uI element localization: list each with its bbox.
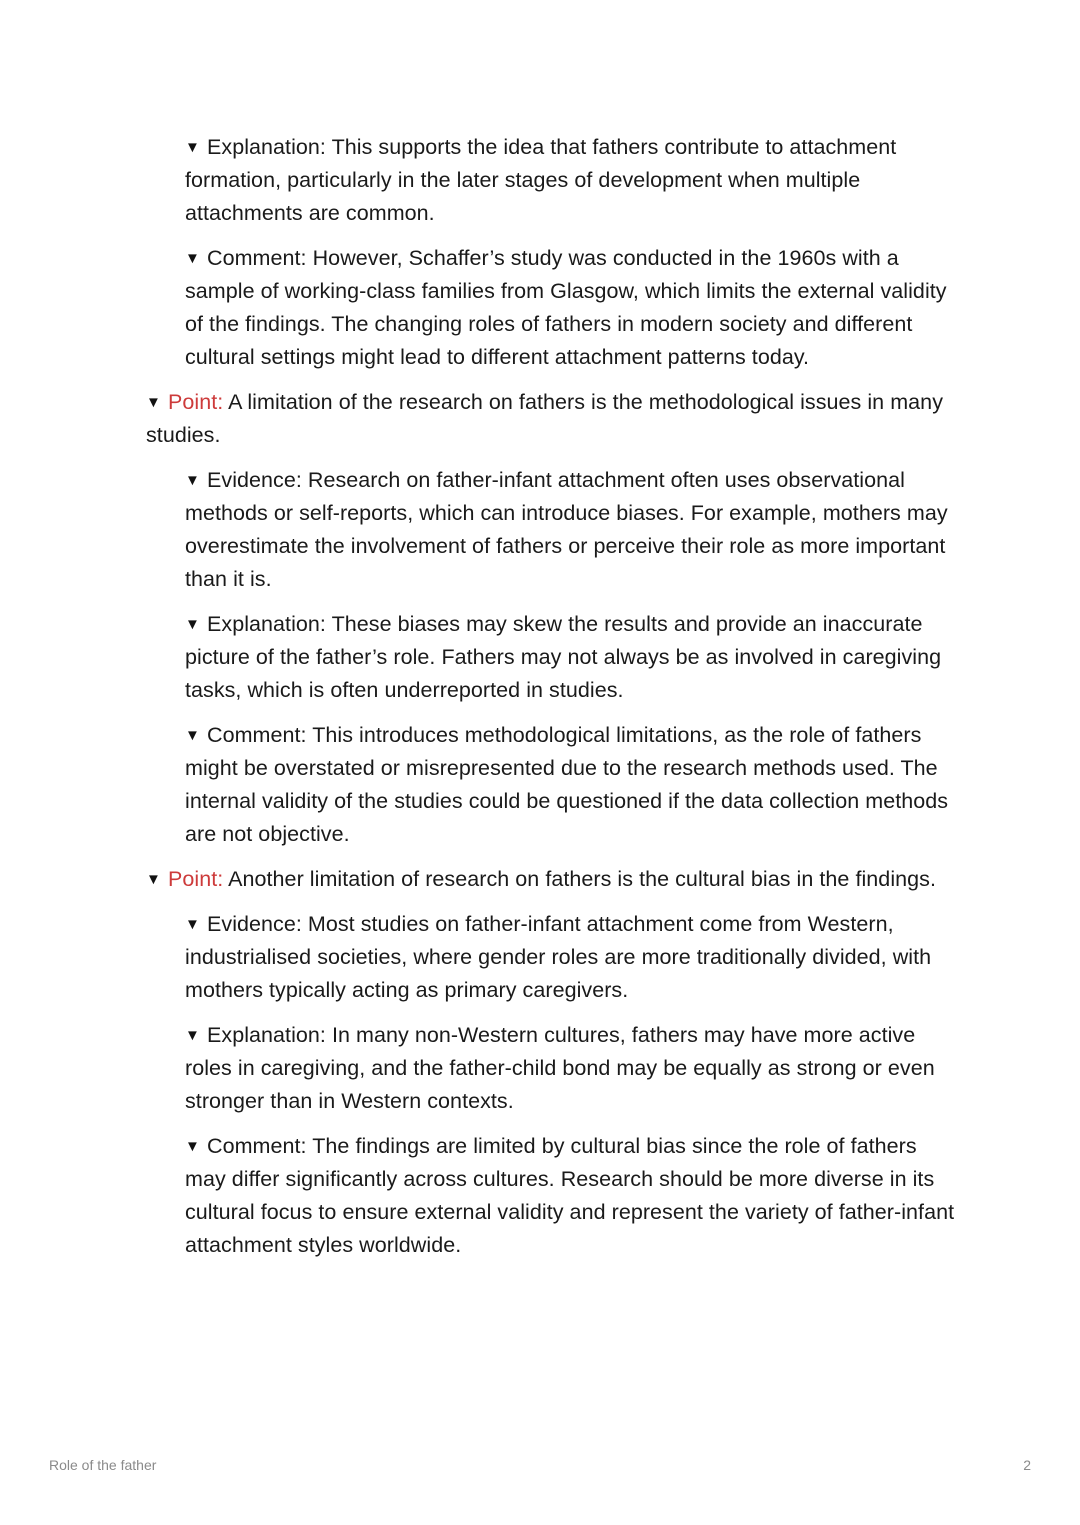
item-label: Explanation: xyxy=(207,612,326,636)
toggle-triangle-icon[interactable]: ▼ xyxy=(185,250,200,267)
point-label: Point: xyxy=(168,867,224,891)
document-body xyxy=(146,131,956,1274)
toggle-item-point xyxy=(146,863,956,896)
item-label: Comment: xyxy=(207,723,307,747)
item-text: The findings are limited by cultural bias since the role of fathers may differ significantly across cultures. Research should be more diverse in its cultural focus to ensure external validity and represent the variety of father-infant attachment styles worldwide. xyxy=(185,1134,955,1257)
item-label: Evidence: xyxy=(207,912,302,936)
toggle-triangle-icon[interactable]: ▼ xyxy=(185,139,200,156)
toggle-triangle-icon[interactable]: ▼ xyxy=(146,394,161,411)
item-text: This introduces methodological limitations, as the role of fathers might be overstated or misrepresented due to the research methods used. The internal validity of the studies could be questioned if the data collection methods are not objective. xyxy=(185,723,949,846)
item-label: Explanation: xyxy=(207,135,326,159)
toggle-item-evidence xyxy=(185,464,956,596)
toggle-triangle-icon[interactable]: ▼ xyxy=(185,916,200,933)
point-label: Point: xyxy=(168,390,224,414)
toggle-triangle-icon[interactable]: ▼ xyxy=(185,616,200,633)
toggle-item-explanation xyxy=(185,1019,956,1118)
toggle-item-explanation xyxy=(185,608,956,707)
item-text: This supports the idea that fathers contribute to attachment formation, particularly in the later stages of development when multiple attachments are common. xyxy=(185,135,897,225)
item-text: These biases may skew the results and provide an inaccurate picture of the father’s role. Fathers may not always be as involved in caregiving tasks, which is often underreported in studies. xyxy=(185,612,942,702)
item-label: Comment: xyxy=(207,246,307,270)
item-text: In many non-Western cultures, fathers may have more active roles in caregiving, and the father-child bond may be equally as strong or even stronger than in Western contexts. xyxy=(185,1023,935,1113)
item-text: Most studies on father-infant attachment come from Western, industrialised societies, where gender roles are more traditionally divided, with mothers typically acting as primary caregivers. xyxy=(185,912,932,1002)
item-label: Explanation: xyxy=(207,1023,326,1047)
toggle-item-point xyxy=(146,386,956,452)
item-text: Another limitation of research on fathers is the cultural bias in the findings. xyxy=(228,867,936,891)
item-text: However, Schaffer’s study was conducted in the 1960s with a sample of working-class families from Glasgow, which limits the external validity of the findings. The changing roles of fathers in modern society and different cultural settings might lead to different attachment patterns today. xyxy=(185,246,947,369)
page-number: 2 xyxy=(1023,1457,1031,1473)
toggle-item-explanation xyxy=(185,131,956,230)
toggle-triangle-icon[interactable]: ▼ xyxy=(185,1138,200,1155)
toggle-item-comment xyxy=(185,1130,956,1262)
toggle-triangle-icon[interactable]: ▼ xyxy=(185,1027,200,1044)
toggle-item-evidence xyxy=(185,908,956,1007)
toggle-item-comment xyxy=(185,242,956,374)
toggle-triangle-icon[interactable]: ▼ xyxy=(185,727,200,744)
item-label: Comment: xyxy=(207,1134,307,1158)
item-text: Research on father-infant attachment often uses observational methods or self-reports, which can introduce biases. For example, mothers may overestimate the involvement of fathers or perceive their role as more important than it is. xyxy=(185,468,948,591)
toggle-triangle-icon[interactable]: ▼ xyxy=(146,871,161,888)
item-text: A limitation of the research on fathers is the methodological issues in many studies. xyxy=(146,390,943,447)
page-footer xyxy=(49,1457,1031,1473)
footer-document-title: Role of the father xyxy=(49,1457,157,1473)
toggle-item-comment xyxy=(185,719,956,851)
item-label: Evidence: xyxy=(207,468,302,492)
toggle-triangle-icon[interactable]: ▼ xyxy=(185,472,200,489)
